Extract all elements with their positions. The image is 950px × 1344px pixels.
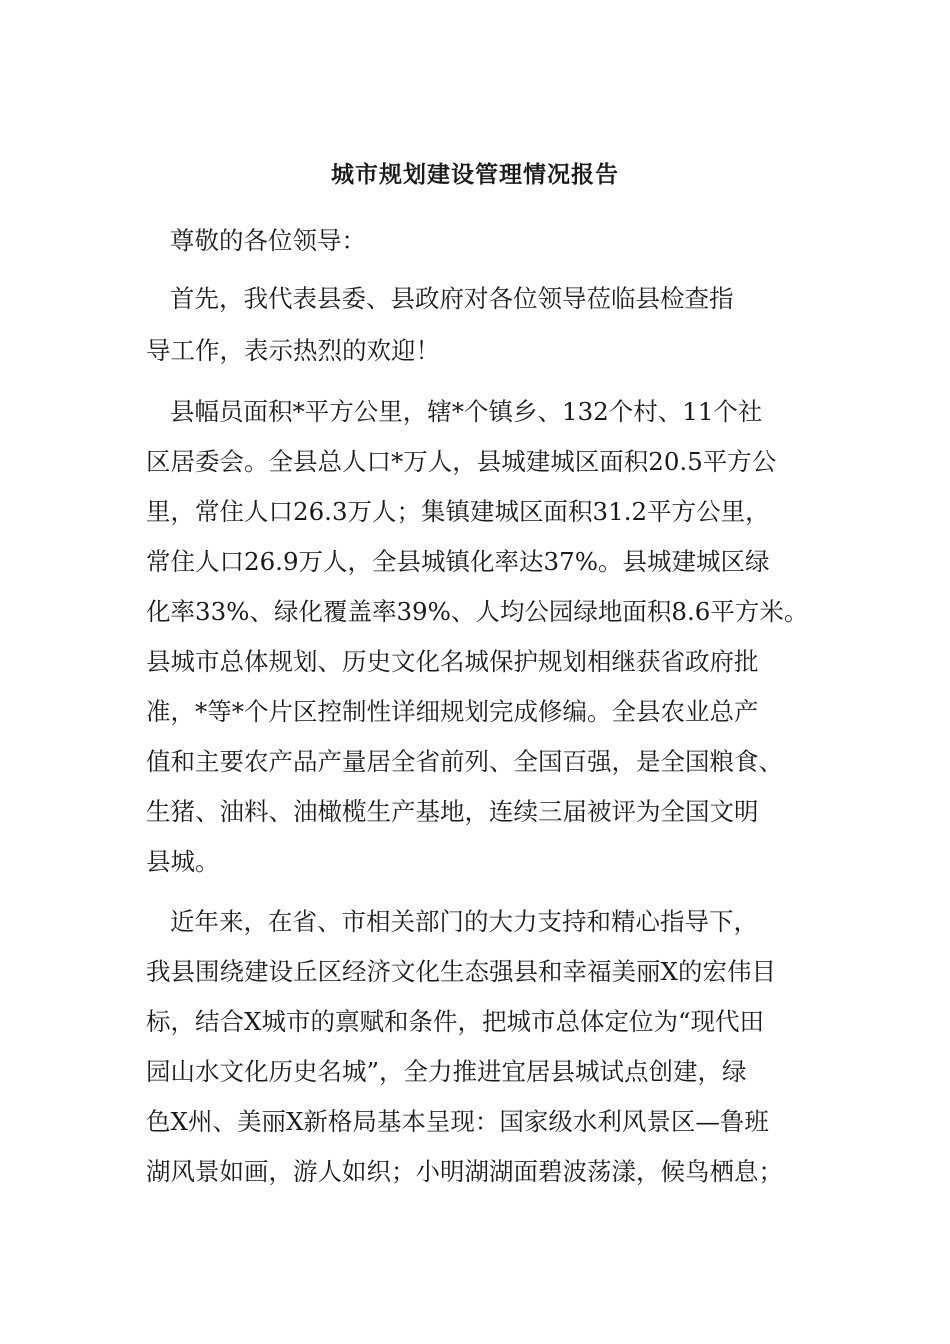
paragraph-3-line-5: 色X州、美丽X新格局基本呈现：国家级水利风景区—鲁班 — [146, 1107, 769, 1136]
paragraph-2-line-9: 生猪、油料、油橄榄生产基地，连续三届被评为全国文明 — [146, 797, 759, 826]
paragraph-2-line-4: 常住人口26.9万人，全县城镇化率达37%。县城建城区绿 — [146, 547, 770, 576]
paragraph-2-line-2: 区居委会。全县总人口*万人，县城建城区面积20.5平方公 — [146, 447, 777, 476]
paragraph-3-line-1: 近年来，在省、市相关部门的大力支持和精心指导下， — [170, 907, 758, 936]
paragraph-1-line-2: 导工作，表示热烈的欢迎！ — [146, 336, 440, 365]
paragraph-2-line-3: 里，常住人口26.3万人；集镇建城区面积31.2平方公里， — [146, 497, 770, 526]
salutation: 尊敬的各位领导： — [170, 226, 366, 255]
document-title: 城市规划建设管理情况报告 — [331, 161, 619, 188]
paragraph-3-line-4: 园山水文化历史名城”，全力推进宜居县城试点创建，绿 — [146, 1057, 747, 1086]
paragraph-3-line-2: 我县围绕建设丘区经济文化生态强县和幸福美丽X的宏伟目 — [146, 957, 776, 986]
paragraph-2-line-1: 县幅员面积*平方公里，辖*个镇乡、132个村、11个社 — [170, 397, 763, 426]
paragraph-2-line-8: 值和主要农产品产量居全省前列、全国百强，是全国粮食、 — [146, 747, 783, 776]
paragraph-2-line-7: 准，*等*个片区控制性详细规划完成修编。全县农业总产 — [146, 697, 759, 726]
paragraph-2-line-5: 化率33%、绿化覆盖率39%、人均公园绿地面积8.6平方米。 — [146, 597, 809, 626]
paragraph-2-line-6: 县城市总体规划、历史文化名城保护规划相继获省政府批 — [146, 647, 759, 676]
paragraph-3-line-6: 湖风景如画，游人如织；小明湖湖面碧波荡漾，候鸟栖息； — [146, 1157, 783, 1186]
paragraph-2-line-10: 县城。 — [146, 847, 220, 876]
paragraph-1-line-1: 首先，我代表县委、县政府对各位领导莅临县检查指 — [170, 284, 734, 313]
paragraph-3-line-3: 标，结合X城市的禀赋和条件，把城市总体定位为“现代田 — [146, 1007, 764, 1036]
